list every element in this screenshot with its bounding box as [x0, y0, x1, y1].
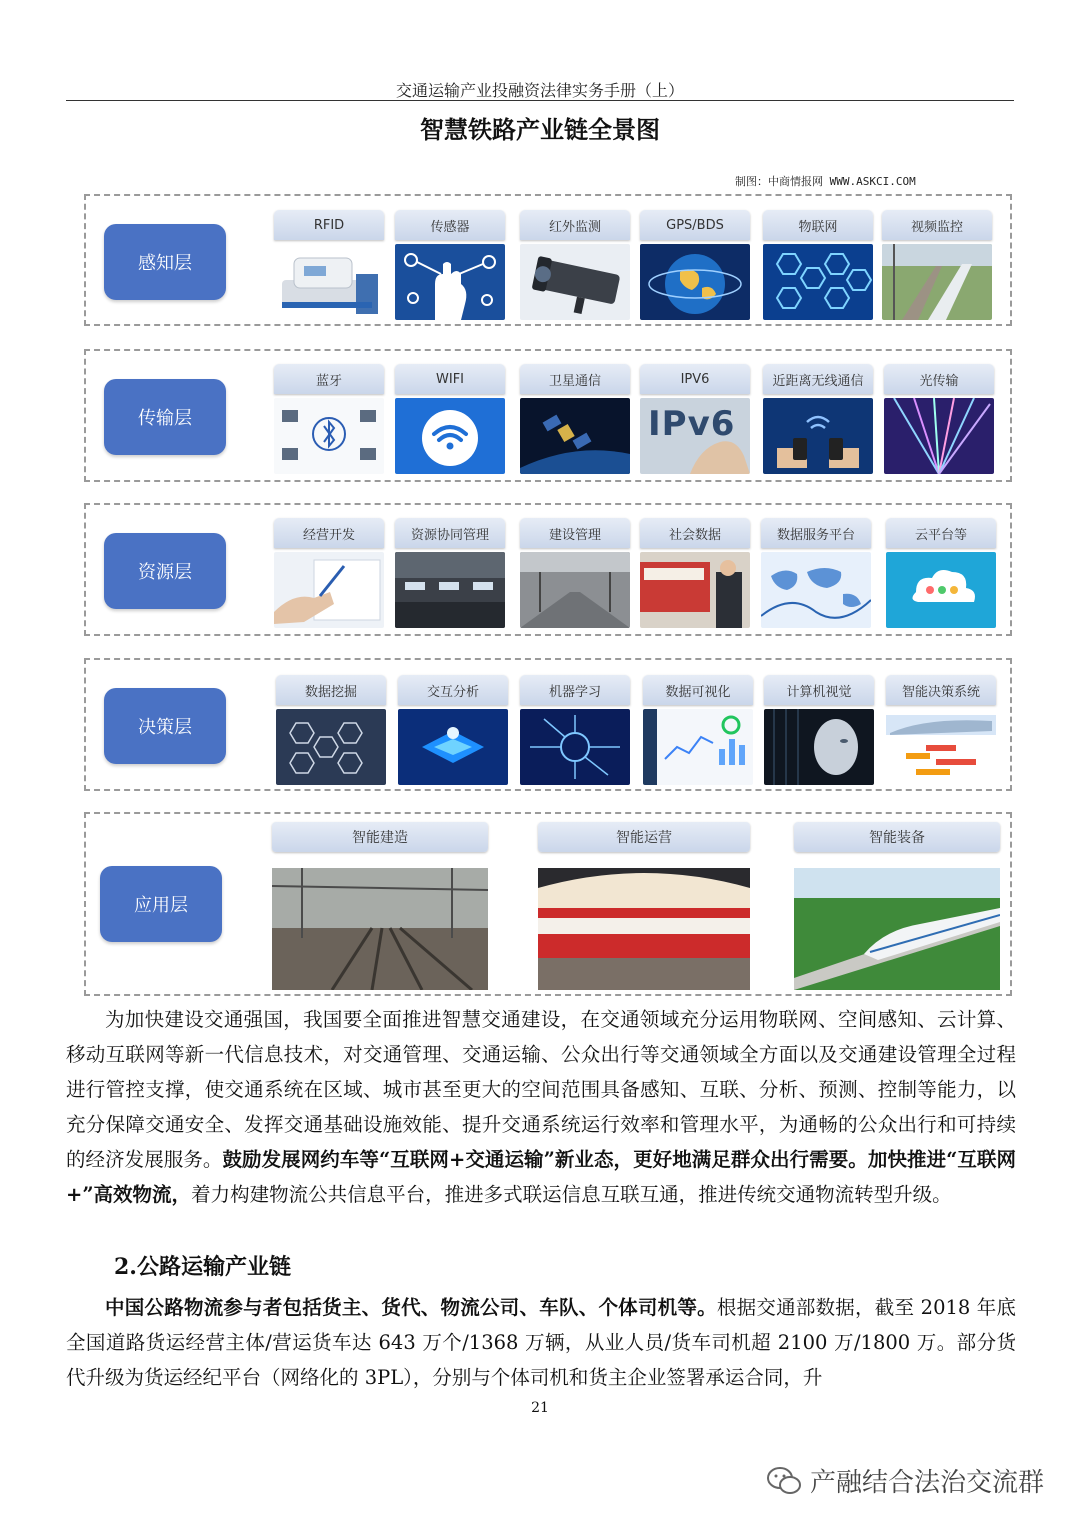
layer-label-transmission: 传输层 — [104, 379, 226, 455]
tile-bluetooth — [274, 364, 384, 474]
tile-resource-collaboration — [395, 518, 505, 628]
tile-label: 智能决策系统 — [886, 675, 996, 705]
text-normal: 为加快建设交通强国，我国要全面推进智慧交通建设，在交通领域充分运用物联网、空间感知、云计算、移动互联网等新一代信息技术，对交通管理、交通运输、公众出行等交通领域全方面以及交通建设管理全过程进行管控支撑，使交通系统在区域、城市甚至更大的空间范围具备感知、互联、分析、预测、控制等能力，以充分保障交通安全、发挥交通基础设施效能、提升交通系统运行效率和管理水平，为通畅的公众出行和可持续的经济发展服务。 — [66, 1008, 1016, 1171]
tile-label: GPS/BDS — [640, 210, 750, 240]
tile-smart-construction — [272, 822, 488, 852]
footer-brand — [766, 1462, 1044, 1499]
tile-label: WIFI — [395, 364, 505, 394]
tile-computer-vision — [764, 675, 874, 785]
layer-label-application: 应用层 — [100, 866, 222, 942]
paragraph-road-transport — [66, 1290, 1016, 1395]
tile-label: 建设管理 — [520, 518, 630, 548]
decision-system-image — [886, 709, 996, 785]
tile-smart-operation — [538, 822, 750, 852]
ipv6-image-text: IPv6 — [648, 404, 736, 444]
tile-label: 经营开发 — [274, 518, 384, 548]
nfc-image — [763, 398, 873, 474]
text-bold: 鼓励发展网约车等“互联网+交通运输”新业态，更好地满足群众出行需要。加快推进“互联网+”高效物流， — [66, 1148, 1016, 1206]
tile-sensor — [395, 210, 505, 320]
passengers-train-image — [640, 552, 750, 628]
text-bold: 中国公路物流参与者包括货主、货代、物流公司、车队、个体司机等。 — [105, 1296, 717, 1319]
tile-rfid — [274, 210, 384, 320]
tile-iot — [763, 210, 873, 320]
tile-construction-management — [520, 518, 630, 628]
interactive-chip-image — [398, 709, 508, 785]
ipv6-image — [640, 398, 750, 474]
tile-infrared — [520, 210, 630, 320]
station-hall-image — [395, 552, 505, 628]
header-rule — [66, 100, 1014, 101]
high-speed-train-image — [794, 868, 1000, 990]
tile-label: 卫星通信 — [520, 364, 630, 394]
tile-business-development — [274, 518, 384, 628]
tile-gps — [640, 210, 750, 320]
railway-tracks-image — [272, 868, 488, 990]
subway-train-image — [538, 868, 750, 990]
text-normal: 根据交通部数据，截至 2018 年底全国道路货运经营主体/营运货车达 643 万个/1368 万辆，从业人员/货车司机超 2100 万/1800 万。部分货代升级为货运经纪平台（网络化的 3PL），分别与个体司机和货主企业签署承运合同，升 — [66, 1296, 1016, 1389]
tile-label: 机器学习 — [520, 675, 630, 705]
ai-face-image — [764, 709, 874, 785]
tile-data-service-platform — [761, 518, 871, 628]
tile-label: 计算机视觉 — [764, 675, 874, 705]
tile-nfc — [763, 364, 873, 474]
tile-label: 数据可视化 — [643, 675, 753, 705]
tile-label: 数据挖掘 — [276, 675, 386, 705]
text-normal: 着力构建物流公共信息平台，推进多式联运信息互联互通，推进传统交通物流转型升级。 — [191, 1183, 952, 1206]
tile-label: 交互分析 — [398, 675, 508, 705]
tile-optical-transmission — [884, 364, 994, 474]
machine-learning-circuit-image — [520, 709, 630, 785]
tile-label: 资源协同管理 — [395, 518, 505, 548]
tile-label: IPV6 — [640, 364, 750, 394]
satellite-image — [520, 398, 630, 474]
tile-data-visualization — [643, 675, 753, 785]
cloud-platform-image — [886, 552, 996, 628]
tile-satellite-communication — [520, 364, 630, 474]
iot-hexagon-image — [763, 244, 873, 320]
tile-data-mining — [276, 675, 386, 785]
fiber-optic-image — [884, 398, 994, 474]
tile-label: 传感器 — [395, 210, 505, 240]
handshake-pen-image — [274, 552, 384, 628]
tile-label: 近距离无线通信 — [763, 364, 873, 394]
wechat-icon — [766, 1466, 802, 1496]
tile-social-data — [640, 518, 750, 628]
layer-label-resource: 资源层 — [104, 533, 226, 609]
tile-cloud-platform — [886, 518, 996, 628]
dashboard-image — [643, 709, 753, 785]
tile-smart-equipment — [794, 822, 1000, 852]
bluetooth-diagram-image — [274, 398, 384, 474]
tile-ipv6 — [640, 364, 750, 474]
tile-label: 社会数据 — [640, 518, 750, 548]
world-map-data-image — [761, 552, 871, 628]
running-header: 交通运输产业投融资法律实务手册（上） — [395, 81, 684, 100]
tile-label: 红外监测 — [520, 210, 630, 240]
tile-label: 智能运营 — [538, 822, 750, 852]
footer-brand-text: 产融结合法治交流群 — [809, 1468, 1044, 1498]
tile-label: 视频监控 — [882, 210, 992, 240]
paragraph-smart-transport — [66, 1002, 1016, 1212]
figure-title: 智慧铁路产业链全景图 — [420, 116, 660, 144]
railway-train-image — [882, 244, 992, 320]
tile-interactive-analysis — [398, 675, 508, 785]
tile-label: 智能建造 — [272, 822, 488, 852]
tile-video-surveillance — [882, 210, 992, 320]
tile-label: 物联网 — [763, 210, 873, 240]
rfid-reader-image — [274, 244, 384, 320]
section-heading: 2.公路运输产业链 — [114, 1254, 291, 1280]
tile-intelligent-decision-system — [886, 675, 996, 785]
tile-label: 光传输 — [884, 364, 994, 394]
layer-label-decision: 决策层 — [104, 688, 226, 764]
tile-label: 智能装备 — [794, 822, 1000, 852]
platform-construction-image — [520, 552, 630, 628]
infrared-camera-image — [520, 244, 630, 320]
globe-satellite-image — [640, 244, 750, 320]
figure-source: 制图：中商情报网 WWW.ASKCI.COM — [735, 175, 916, 188]
tile-wifi — [395, 364, 505, 474]
tile-label: 数据服务平台 — [761, 518, 871, 548]
layer-label-perception: 感知层 — [104, 224, 226, 300]
tile-machine-learning — [520, 675, 630, 785]
page-number: 21 — [531, 1400, 549, 1416]
tile-label: 云平台等 — [886, 518, 996, 548]
wifi-symbol-image — [395, 398, 505, 474]
data-mining-hexagons-image — [276, 709, 386, 785]
tile-label: RFID — [274, 210, 384, 240]
sensor-network-image — [395, 244, 505, 320]
tile-label: 蓝牙 — [274, 364, 384, 394]
